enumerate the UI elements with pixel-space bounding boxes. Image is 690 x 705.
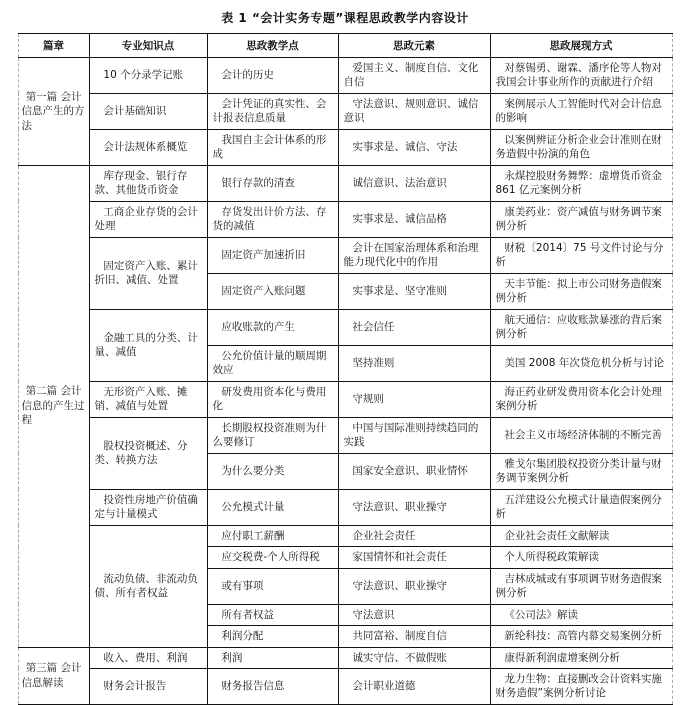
content-table [18, 33, 673, 705]
header-teaching-point: 思政教学点 [207, 34, 338, 58]
header-presentation: 思政展现方式 [490, 34, 672, 58]
chapter-cell: 第二篇 会计信息的产生过程 [18, 165, 89, 647]
element-cell: 社会信任 [338, 309, 490, 345]
element-cell: 守法意识、规则意识、诚信意识 [338, 93, 490, 129]
table-row [18, 58, 672, 94]
table-row [18, 129, 672, 165]
table-row [18, 668, 672, 704]
chapter-cell: 第一篇 会计信息产生的方法 [18, 58, 89, 166]
presentation-cell: 社会主义市场经济体制的不断完善 [490, 417, 672, 453]
element-cell: 坚持准则 [338, 345, 490, 381]
element-cell: 守法意识、职业操守 [338, 489, 490, 525]
element-cell: 家国情怀和社会责任 [338, 547, 490, 568]
element-cell: 会计在国家治理体系和治理能力现代化中的作用 [338, 237, 490, 273]
teaching-cell: 公允模式计量 [207, 489, 338, 525]
teaching-cell: 我国自主会计体系的形成 [207, 129, 338, 165]
knowledge-cell: 10 个分录学记账 [89, 58, 207, 94]
element-cell: 中国与国际准则持续趋同的实践 [338, 417, 490, 453]
presentation-cell: 企业社会责任文献解读 [490, 525, 672, 546]
knowledge-cell: 投资性房地产价值确定与计量模式 [89, 489, 207, 525]
table-row [18, 309, 672, 345]
element-cell: 会计职业道德 [338, 668, 490, 704]
knowledge-cell: 股权投资概述、分类、转换方法 [89, 417, 207, 489]
table-row [18, 381, 672, 417]
presentation-cell: 五洋建设公允模式计量造假案例分析 [490, 489, 672, 525]
element-cell: 爱国主义、制度自信、文化自信 [338, 58, 490, 94]
teaching-cell: 所有者权益 [207, 604, 338, 625]
presentation-cell: 新纶科技：高管内幕交易案例分析 [490, 626, 672, 647]
presentation-cell: 吉林成城或有事项调节财务造假案例分析 [490, 568, 672, 604]
teaching-cell: 财务报告信息 [207, 668, 338, 704]
presentation-cell: 对蔡锡勇、谢霖、潘序伦等人物对我国会计事业所作的贡献进行介绍 [490, 58, 672, 94]
table-caption: 表 1 “会计实务专题”课程思政教学内容设计 [221, 11, 469, 25]
presentation-cell: 海正药业研发费用资本化会计处理案例分析 [490, 381, 672, 417]
table-body [18, 58, 672, 705]
header-knowledge-point: 专业知识点 [89, 34, 207, 58]
header-chapter: 篇章 [18, 34, 89, 58]
teaching-cell: 或有事项 [207, 568, 338, 604]
teaching-cell: 会计的历史 [207, 58, 338, 94]
presentation-cell: 美国 2008 年次贷危机分析与讨论 [490, 345, 672, 381]
teaching-cell: 为什么要分类 [207, 453, 338, 489]
teaching-cell: 固定资产加速折旧 [207, 237, 338, 273]
knowledge-cell: 财务会计报告 [89, 668, 207, 704]
knowledge-cell: 收入、费用、利润 [89, 647, 207, 668]
teaching-cell: 研发费用资本化与费用化 [207, 381, 338, 417]
presentation-cell: 雅戈尔集团股权投资分类计量与财务调节案例分析 [490, 453, 672, 489]
table-row [18, 201, 672, 237]
presentation-cell: 永煤控股财务舞弊：虚增货币资金 861 亿元案例分析 [490, 165, 672, 201]
presentation-cell: 个人所得税政策解读 [490, 547, 672, 568]
element-cell: 实事求是、诚信品格 [338, 201, 490, 237]
knowledge-cell: 会计基础知识 [89, 93, 207, 129]
table-row [18, 525, 672, 546]
table-row [18, 417, 672, 453]
teaching-cell: 固定资产入账问题 [207, 273, 338, 309]
presentation-cell: 《公司法》解读 [490, 604, 672, 625]
element-cell: 共同富裕、制度自信 [338, 626, 490, 647]
table-row [18, 489, 672, 525]
element-cell: 国家安全意识、职业情怀 [338, 453, 490, 489]
presentation-cell: 以案例辨证分析企业会计准则在财务造假中扮演的角色 [490, 129, 672, 165]
chapter-cell: 第三篇 会计信息解读 [18, 647, 89, 704]
element-cell: 诚实守信、不做假账 [338, 647, 490, 668]
element-cell: 守法意识、职业操守 [338, 568, 490, 604]
table-row [18, 647, 672, 668]
element-cell: 诚信意识、法治意识 [338, 165, 490, 201]
teaching-cell: 会计凭证的真实性、会计报表信息质量 [207, 93, 338, 129]
element-cell: 守法意识 [338, 604, 490, 625]
knowledge-cell: 工商企业存货的会计处理 [89, 201, 207, 237]
knowledge-cell: 库存现金、银行存款、其他货币资金 [89, 165, 207, 201]
table-header [18, 34, 672, 58]
teaching-cell: 存货发出计价方法、存货的减值 [207, 201, 338, 237]
table-row [18, 165, 672, 201]
teaching-cell: 银行存款的清查 [207, 165, 338, 201]
element-cell: 实事求是、诚信、守法 [338, 129, 490, 165]
teaching-cell: 应交税费-个人所得税 [207, 547, 338, 568]
presentation-cell: 康美药业：资产减值与财务调节案例分析 [490, 201, 672, 237]
presentation-cell: 航天通信：应收账款暴涨的背后案例分析 [490, 309, 672, 345]
knowledge-cell: 固定资产入账、累计折旧、减值、处置 [89, 237, 207, 309]
table-row [18, 93, 672, 129]
presentation-cell: 龙力生物：直接删改会计资料实施财务造假”案例分析讨论 [490, 668, 672, 704]
knowledge-cell: 会计法规体系概览 [89, 129, 207, 165]
presentation-cell: 康得新利润虚增案例分析 [490, 647, 672, 668]
element-cell: 守规则 [338, 381, 490, 417]
knowledge-cell: 无形资产入账、摊销、减值与处置 [89, 381, 207, 417]
teaching-cell: 应收账款的产生 [207, 309, 338, 345]
header-ideology-element: 思政元素 [338, 34, 490, 58]
element-cell: 企业社会责任 [338, 525, 490, 546]
teaching-cell: 公允价值计量的顺周期效应 [207, 345, 338, 381]
table-row [18, 237, 672, 273]
teaching-cell: 利润 [207, 647, 338, 668]
presentation-cell: 财税〔2014〕75 号文件讨论与分析 [490, 237, 672, 273]
presentation-cell: 天丰节能：拟上市公司财务造假案例分析 [490, 273, 672, 309]
element-cell: 实事求是、坚守准则 [338, 273, 490, 309]
teaching-cell: 应付职工薪酬 [207, 525, 338, 546]
teaching-cell: 长期股权投资准则为什么要修订 [207, 417, 338, 453]
knowledge-cell: 流动负债、非流动负债、所有者权益 [89, 525, 207, 647]
teaching-cell: 利润分配 [207, 626, 338, 647]
presentation-cell: 案例展示人工智能时代对会计信息的影响 [490, 93, 672, 129]
knowledge-cell: 金融工具的分类、计量、减值 [89, 309, 207, 381]
